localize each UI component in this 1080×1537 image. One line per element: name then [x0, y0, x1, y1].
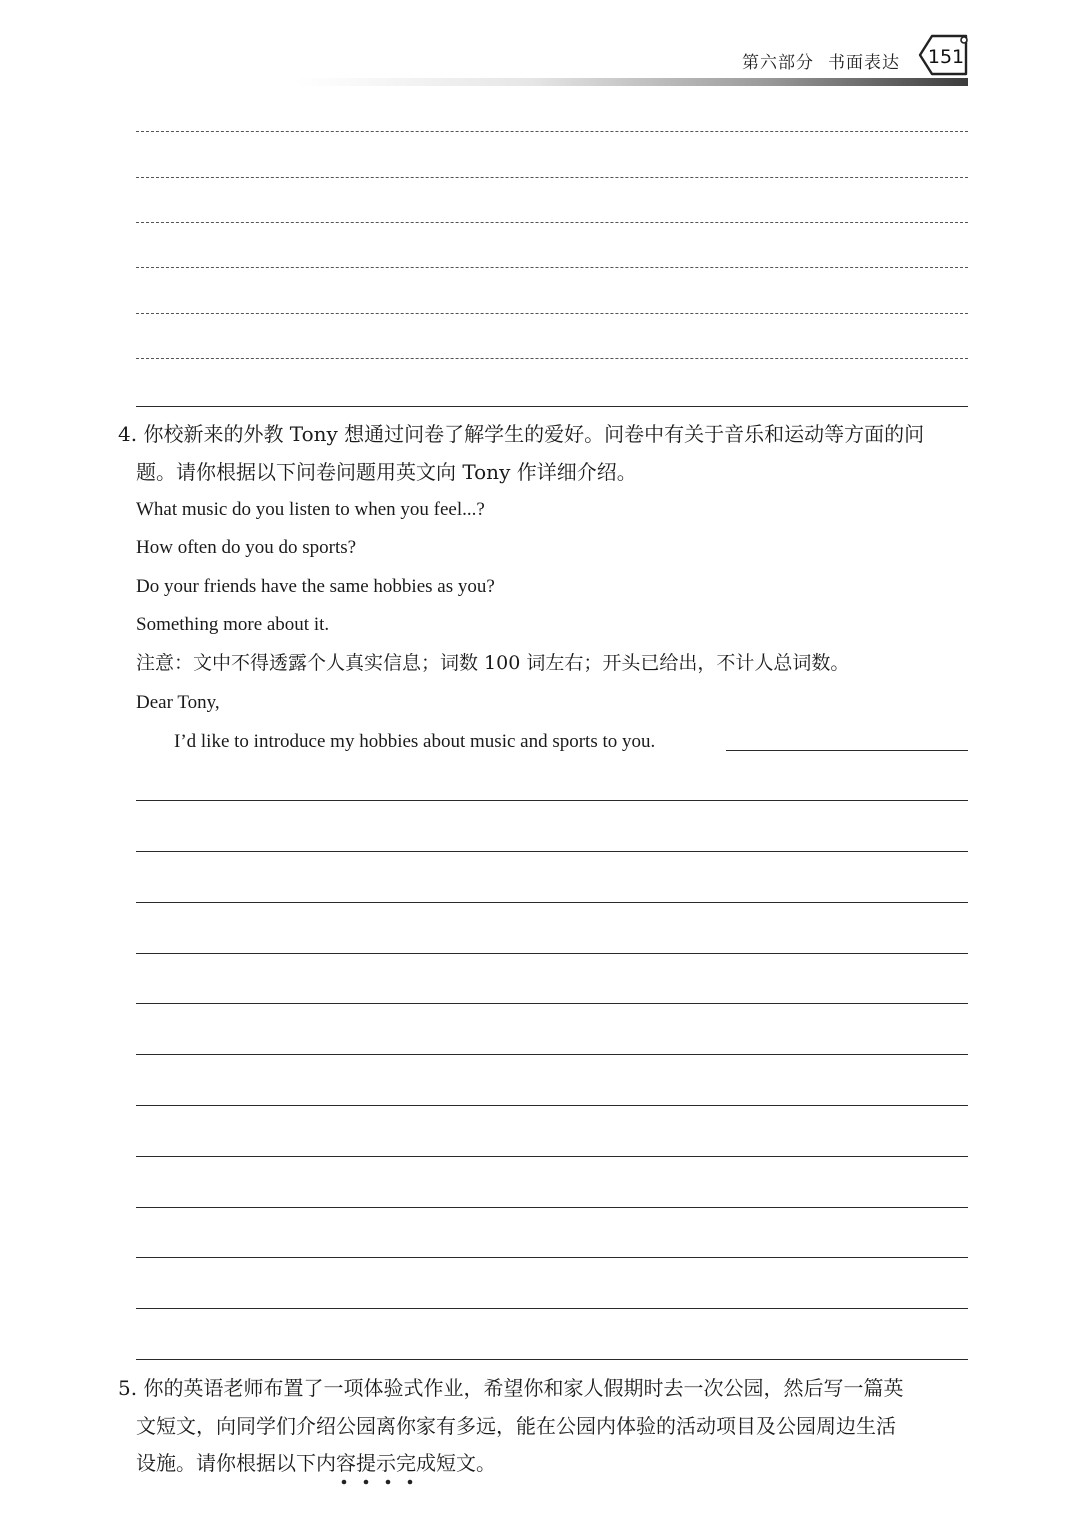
answer-line[interactable] — [136, 800, 968, 801]
writing-line — [136, 313, 968, 314]
answer-line[interactable] — [136, 851, 968, 852]
writing-line — [136, 222, 968, 223]
answer-line[interactable] — [136, 1105, 968, 1106]
answer-line[interactable] — [136, 1054, 968, 1055]
q5-instruction-line1: 5. 你的英语老师布置了一项体验式作业，希望你和家人假期时去一次公园，然后写一篇英 — [118, 1376, 904, 1400]
answer-line[interactable] — [136, 1003, 968, 1004]
writing-line — [136, 177, 968, 178]
q4-salutation: Dear Tony, — [136, 692, 220, 713]
answer-line[interactable] — [136, 1308, 968, 1309]
q5-instruction-line3: 设施。请你根据以下内容提示完成短文。 — [136, 1451, 496, 1475]
answer-line[interactable] — [136, 1257, 968, 1258]
page-number-badge — [914, 30, 972, 80]
q4-prompt: Something more about it. — [136, 614, 330, 635]
writing-line — [136, 358, 968, 359]
q4-instruction-line2: 题。请你根据以下问卷问题用英文向 Tony 作详细介绍。 — [136, 460, 637, 484]
writing-line — [136, 267, 968, 268]
answer-line[interactable] — [136, 1156, 968, 1157]
answer-line[interactable] — [136, 902, 968, 903]
emphasis-dots — [338, 1478, 418, 1486]
writing-line — [136, 406, 968, 407]
q4-prompt: Do your friends have the same hobbies as you? — [136, 576, 495, 597]
q4-prompt: What music do you listen to when you feel...? — [136, 499, 485, 520]
answer-blank[interactable] — [726, 750, 968, 751]
header-section: 书面表达 — [828, 53, 900, 73]
header-rule — [296, 78, 968, 86]
page-header — [742, 48, 900, 73]
q4-note: 注意：文中不得透露个人真实信息；词数 100 词左右；开头已给出，不计人总词数。 — [136, 652, 850, 674]
answer-line[interactable] — [136, 1359, 968, 1360]
page-number: 151 — [927, 46, 965, 68]
writing-line — [136, 131, 968, 132]
answer-line[interactable] — [136, 953, 968, 954]
q4-prompt: How often do you do sports? — [136, 537, 357, 558]
q5-instruction-line2: 文短文，向同学们介绍公园离你家有多远，能在公园内体验的活动项目及公园周边生活 — [136, 1414, 896, 1438]
header-part: 第六部分 — [742, 53, 814, 73]
q4-opening-sentence: I’d like to introduce my hobbies about music and sports to you. — [174, 731, 656, 752]
answer-line[interactable] — [136, 1207, 968, 1208]
q4-instruction-line1: 4. 你校新来的外教 Tony 想通过问卷了解学生的爱好。问卷中有关于音乐和运动等方面的问 — [118, 422, 925, 446]
